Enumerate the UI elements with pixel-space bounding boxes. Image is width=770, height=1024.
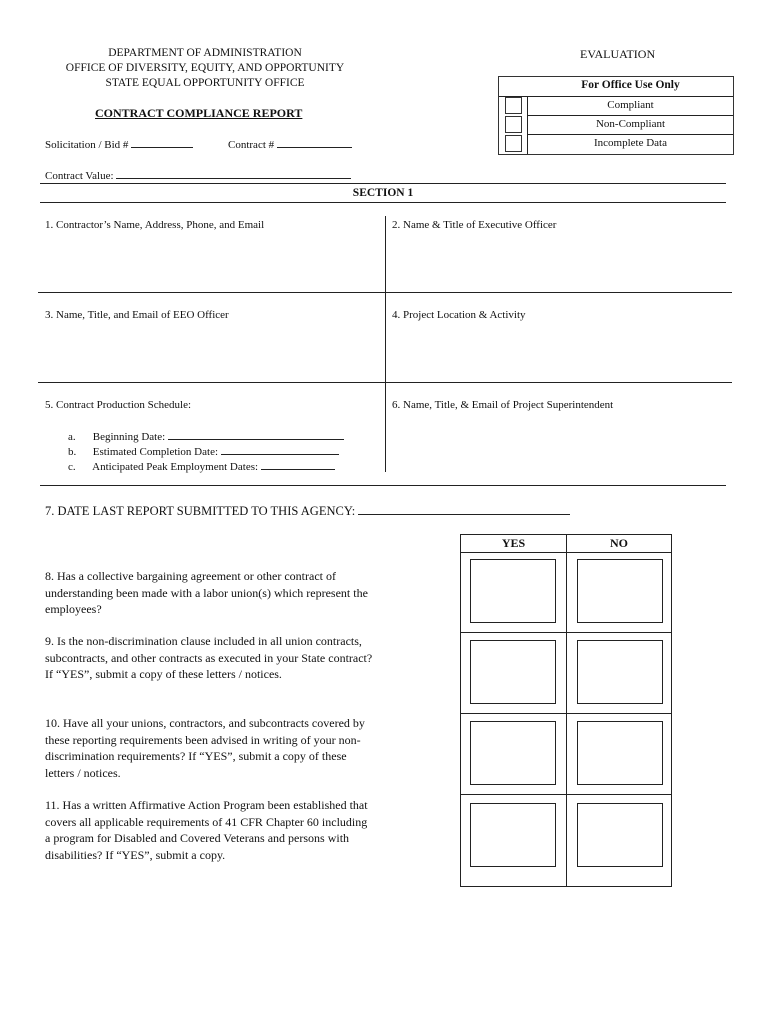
question-11: 11. Has a written Affirmative Action Program been established that covers all applicable requirements of 41 CFR Chapter 60 including a program for Disabled and Covered Veterans and persons with disabilities? If “YES”, submit a copy. — [45, 798, 368, 862]
compliant-label: Compliant — [607, 99, 654, 111]
beginning-date-field[interactable] — [168, 428, 344, 440]
q9-yes-box[interactable] — [470, 640, 556, 704]
question-9: 9. Is the non-discrimination clause included in all union contracts, subcontracts, and other contracts as executed in your State contract? If “YES”, submit a copy of these letters / notices. — [45, 634, 373, 681]
question-10: 10. Have all your unions, contractors, and subcontracts covered by these reporting requirements been advised in writing of your non-discrimination requirements? If “YES”, submit a copy of these letters / notices. — [45, 716, 365, 780]
q11-no-box[interactable] — [577, 803, 663, 867]
solicitation-field[interactable] — [131, 136, 193, 148]
q10-yes-box[interactable] — [470, 721, 556, 785]
compliant-checkbox[interactable] — [505, 97, 522, 114]
department-name: DEPARTMENT OF ADMINISTRATION — [108, 47, 302, 59]
office-use-label: For Office Use Only — [581, 79, 680, 91]
report-title: CONTRACT COMPLIANCE REPORT — [95, 106, 303, 120]
solicitation-label: Solicitation / Bid # — [45, 139, 129, 151]
office-name: OFFICE OF DIVERSITY, EQUITY, AND OPPORTUNITY — [65, 62, 345, 74]
peak-employment-field[interactable] — [261, 458, 335, 470]
last-report-label: 7. DATE LAST REPORT SUBMITTED TO THIS AGENCY: — [45, 504, 356, 518]
incomplete-data-label: Incomplete Data — [594, 137, 667, 149]
schedule-letter-a: a. — [68, 431, 76, 443]
incomplete-data-checkbox[interactable] — [505, 135, 522, 152]
no-column-header: NO — [610, 536, 628, 550]
evaluation-heading: EVALUATION — [580, 47, 656, 61]
section-1-heading: SECTION 1 — [352, 187, 414, 199]
eeo-officer-label: 3. Name, Title, and Email of EEO Officer — [45, 309, 229, 321]
contract-value-label: Contract Value: — [45, 170, 114, 182]
peak-employment-label: Anticipated Peak Employment Dates: — [92, 461, 259, 473]
q11-yes-box[interactable] — [470, 803, 556, 867]
evaluation-box — [498, 76, 734, 155]
q8-yes-box[interactable] — [470, 559, 556, 623]
q10-no-box[interactable] — [577, 721, 663, 785]
contract-number-label: Contract # — [228, 139, 275, 151]
project-location-label: 4. Project Location & Activity — [392, 309, 526, 321]
contractor-info-label: 1. Contractor’s Name, Address, Phone, and Email — [45, 219, 265, 231]
production-schedule-label: 5. Contract Production Schedule: — [45, 399, 192, 411]
schedule-letter-c: c. — [68, 461, 76, 473]
sub-office-name: STATE EQUAL OPPORTUNITY OFFICE — [105, 77, 305, 89]
executive-officer-label: 2. Name & Title of Executive Officer — [392, 219, 557, 231]
non-compliant-checkbox[interactable] — [505, 116, 522, 133]
completion-date-field[interactable] — [221, 443, 339, 455]
q8-no-box[interactable] — [577, 559, 663, 623]
project-superintendent-label: 6. Name, Title, & Email of Project Superintendent — [392, 399, 614, 411]
completion-date-label: Estimated Completion Date: — [92, 446, 219, 458]
q9-no-box[interactable] — [577, 640, 663, 704]
schedule-letter-b: b. — [68, 446, 77, 458]
beginning-date-label: Beginning Date: — [92, 431, 166, 443]
last-report-field[interactable] — [358, 503, 570, 515]
non-compliant-label: Non-Compliant — [595, 118, 666, 130]
question-8: 8. Has a collective bargaining agreement or other contract of understanding been made with a labor union(s) which represent the employees? — [45, 569, 368, 616]
yes-no-table — [460, 534, 672, 887]
yes-column-header: YES — [501, 536, 526, 550]
contract-number-field[interactable] — [277, 136, 352, 148]
contract-value-field[interactable] — [116, 167, 351, 179]
